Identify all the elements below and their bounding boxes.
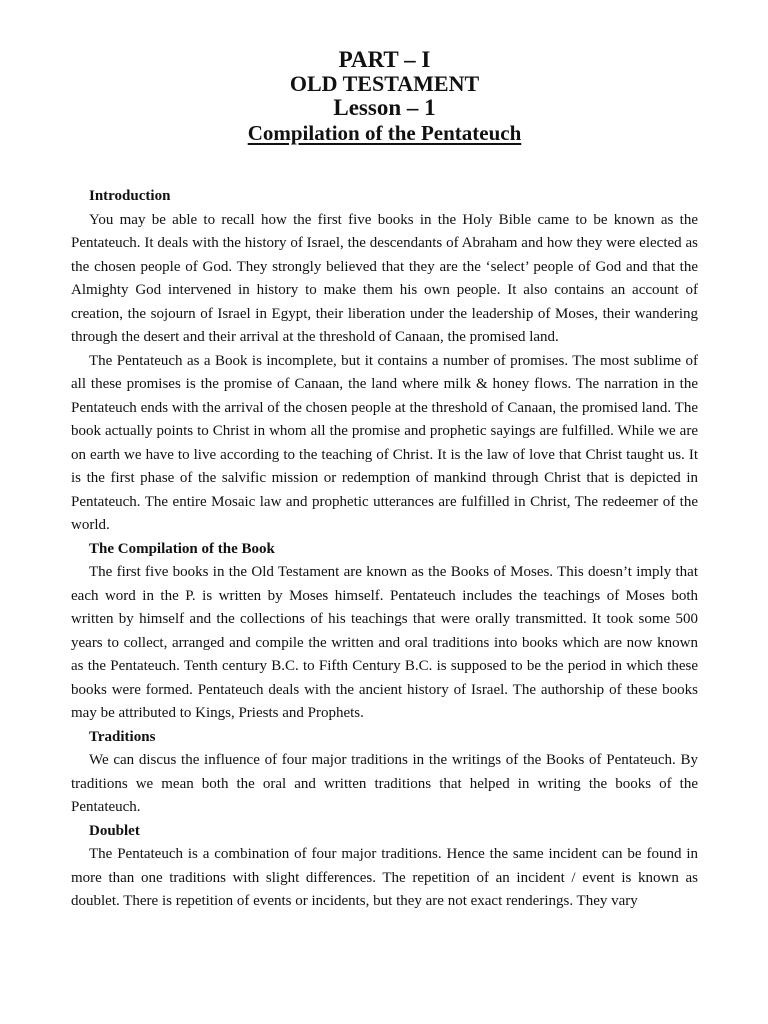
lesson-heading: Lesson – 1 xyxy=(333,95,436,120)
lesson-title: Compilation of the Pentateuch xyxy=(247,121,522,145)
section-heading-introduction: Introduction xyxy=(89,188,171,204)
title-block xyxy=(71,47,698,146)
section-heading-compilation: The Compilation of the Book xyxy=(89,540,275,557)
paragraph-compilation-1: The first five books in the Old Testament are known as the Books of Moses. This doesn’t imply that each word in the P. is written by Moses himself. Pentateuch includes the teachings of Moses both written by himself and the collections of his teachings that were orally transmitted. It took some 500 years to collect, arranged and compile the written and oral traditions into books which are now known as the Pentateuch. Tenth century B.C. to Fifth Century B.C. is supposed to be the period in which these books were formed. Pentateuch deals with the ancient history of Israel. The authorship of these books may be attributed to Kings, Priests and Prophets. xyxy=(71,564,698,721)
document-page xyxy=(71,47,698,914)
paragraph-introduction-2: The Pentateuch as a Book is incomplete, but it contains a number of promises. The most sublime of all these promises is the promise of Canaan, the land where milk & honey flows. The narration in the Pentateuch ends with the arrival of the chosen people at the threshold of Canaan, the promised land. The book actually points to Christ in whom all the promise and prophetic sayings are fulfilled. While we are on earth we have to live according to the teaching of Christ. It is the law of love that Christ taught us. It is the first phase of the salvific mission or redemption of mankind through Christ that is depicted in Pentateuch. The entire Mosaic law and prophetic utterances are fulfilled in Christ, The redeemer of the world. xyxy=(71,352,698,533)
testament-heading: OLD TESTAMENT xyxy=(289,71,480,96)
paragraph-doublet-1: The Pentateuch is a combination of four major traditions. Hence the same incident can be found in more than one traditions with slight differences. The repetition of an incident / event is known as doublet. There is repetition of events or incidents, but they are not exact renderings. They vary xyxy=(71,846,698,909)
part-heading: PART – I xyxy=(338,47,431,72)
section-heading-traditions: Traditions xyxy=(89,728,156,745)
paragraph-traditions-1: We can discus the influence of four major traditions in the writings of the Books of Pentateuch. By traditions we mean both the oral and written traditions that helped in writing the books of the Pentateuch. xyxy=(71,752,698,815)
section-heading-doublet: Doublet xyxy=(89,822,140,839)
paragraph-introduction-1: You may be able to recall how the first five books in the Holy Bible came to be known as the Pentateuch. It deals with the history of Israel, the descendants of Abraham and how they were elected as the chosen people of God. They strongly believed that they are the ‘select’ people of God and that the Almighty God intervened in history to make them his own people. It also contains an account of creation, the sojourn of Israel in Egypt, their liberation under the leadership of Moses, their wandering through the desert and their arrival at the threshold of Canaan, the promised land. xyxy=(71,211,698,345)
